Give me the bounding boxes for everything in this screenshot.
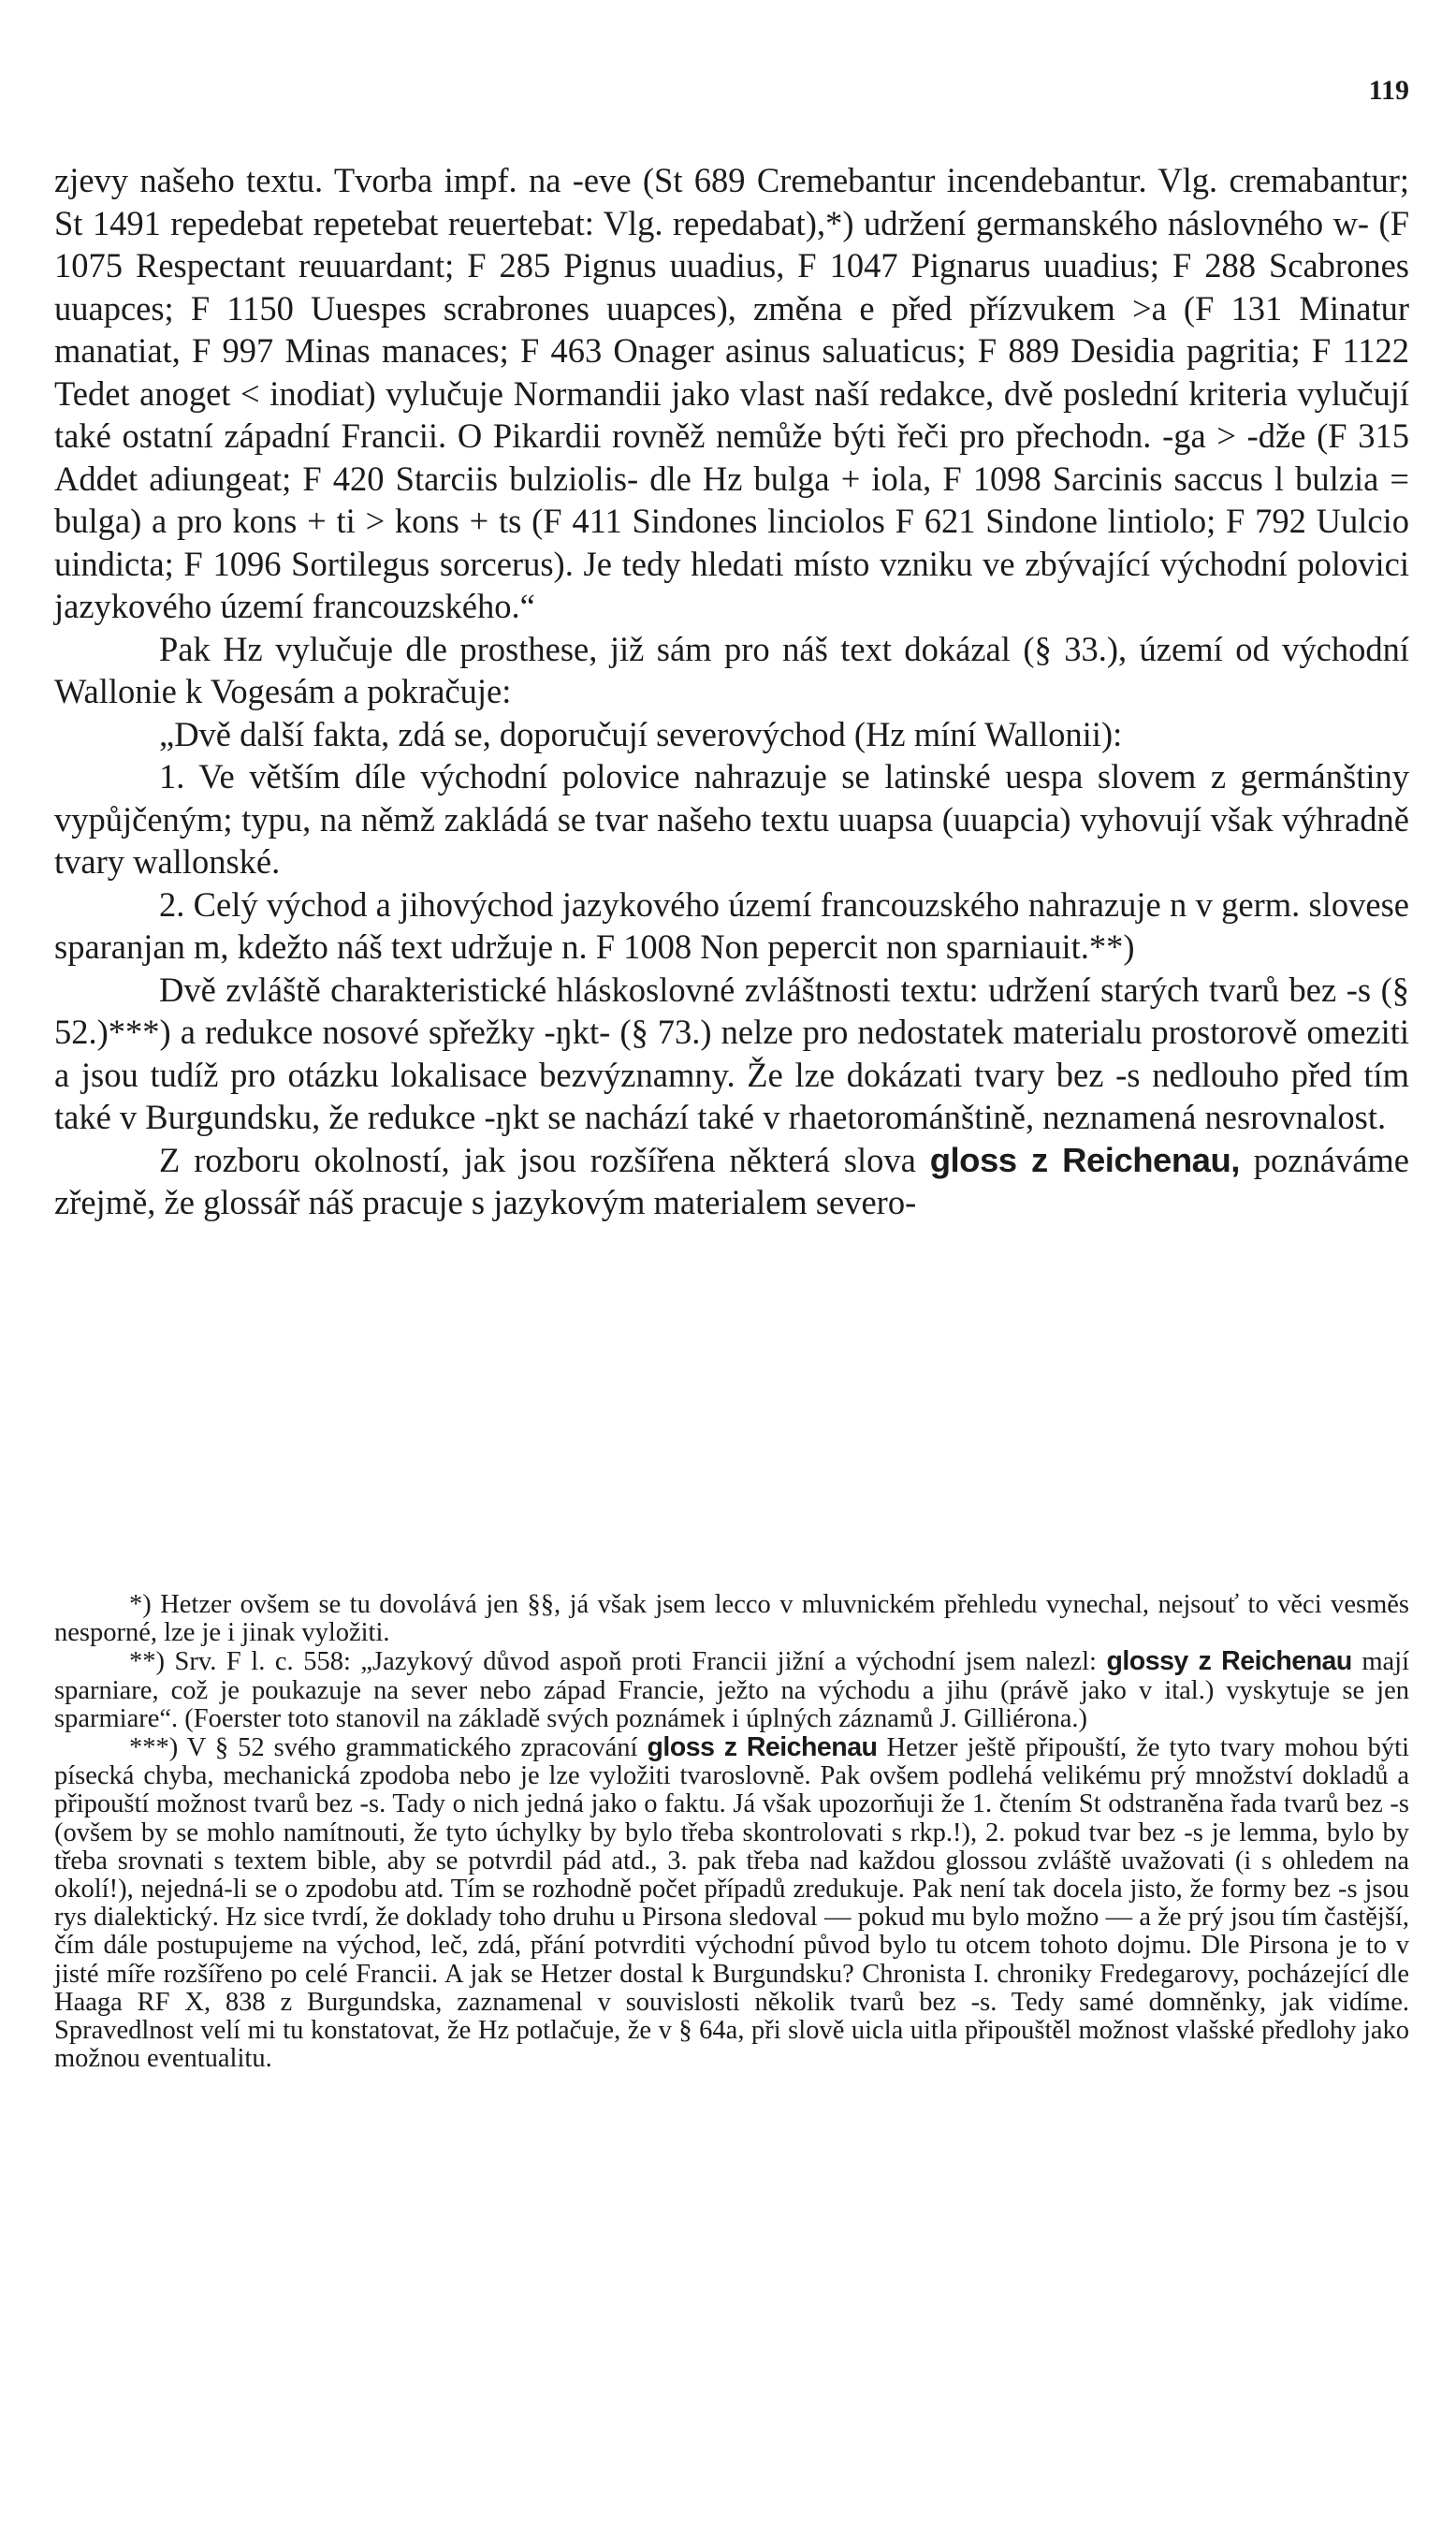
text-run: Hetzer ještě připouští, že tyto tvary mohou býti písecká chyba, mechanická zpodoba nebo je lze vyložiti tvaroslovně. Pak ovšem podlehá velikému prý množství dokladů a připouští možnost tvarů bez -s. Tady o nich jedná jako o faktu. Já však upozorňuji že 1. čtením St odstraněna řada tvarů bez -s (ovšem by se mohlo namítnouti, že tyto úchylky by bylo třeba skontrolovati s rkp.!), 2. pokud tvar bez -s je lemma, bylo by třeba srovnati s textem bible, aby se potvrdil pád atd., 3. pak třeba nad každou glossou zvláště uvažovati (i s ohledem na okolí!), nejedná-li se o zpodobu atd. Tím se rozhodně počet případů zredukuje. Pak není tak docela jisto, že formy bez -s jsou rys dialektický. Hz sice tvrdí, že doklady toho druhu u Pirsona sledoval — pokud mu bylo možno — a že prý jsou tím častější, čím dále postupujeme na východ, leč, zdá, přání potvrditi východní původ bylo tu otcem tohoto dojmu. Dle Pirsona je to v jisté míře rozšířeno po celé Francii. A jak se Hetzer dostal k Burgundsku? Chronista I. chroniky Fredegarovy, pocházející dle Haaga RF X, 838 z Burgundska, zaznamenal v souvislosti několik tvarů bez -s. Tedy samé domněnky, jak vidíme. Spravedlnost velí mi tu konstatovat, že Hz potlačuje, že v § 64a, při slově uicla uitla připouštěl možnost vlašské předlohy jako možnou eventualitu. [54, 1733, 1410, 2074]
text-run: mají sparniare, což je poukazuje na sever nebo západ Francie, ježto na východu a jihu (právě jako v ital.) vyskytuje se jen sparmiare“. (Foerster toto stanovil na základě svých poznámek i úplných záznamů J. Gilliérona.) [54, 1647, 1410, 1733]
footnote-3 [54, 1733, 1409, 2073]
text-run: poznáváme zřejmě, že glossář náš pracuje s jazykovým materialem severo- [54, 1140, 1409, 1221]
list-item: 2. Celý východ a jihovýchod jazykového území francouzského nahrazuje n v germ. slovese sparanjan m, kdežto náš text udržuje n. F 1008 Non pepercit non sparniauit.**) [54, 884, 1409, 966]
paragraph [54, 1139, 1409, 1224]
footnote-1: *) Hetzer ovšem se tu dovolává jen §§, já však jsem lecco v mluvnickém přehledu vynechal, nejsouť to věci vesměs nesporné, lze je i jinak vyložiti. [54, 1590, 1409, 1648]
emphasis-gloss: gloss z Reichenau, [929, 1140, 1240, 1179]
quote-paragraph: „Dvě další fakta, zdá se, doporučují severovýchod (Hz míní Wallonii): [159, 714, 1123, 753]
paragraph: Pak Hz vylučuje dle prosthese, již sám pro náš text dokázal (§ 33.), území od východní Wallonie k Vogesám a pokračuje: [54, 629, 1409, 710]
emphasis-gloss: glossy z Reichenau [1106, 1646, 1352, 1677]
paragraph: zjevy našeho textu. Tvorba impf. na -eve (St 689 Cremebantur incendebantur. Vlg. cremabantur; St 1491 repedebat repetebat reuertebat: Vlg. repedabat),*) udržení germanského náslovného w- (F 1075 Respectant reuuardant; F 285 Pignus uuadius, F 1047 Pignarus uuadius; F 288 Scabrones uuapces; F 1150 Uuespes scrabrones uuapces), změna e před přízvukem >a (F 131 Minatur manatiat, F 997 Minas manaces; F 463 Onager asinus saluaticus; F 889 Desidia pagritia; F 1122 Tedet anoget < inodiat) vylučuje Normandii jako vlast naší redakce, dvě poslední kriteria vylučují také ostatní západní Francii. O Pikardii rovněž nemůže býti řeči pro přechodn. -ga > -dže (F 315 Addet adiungeat; F 420 Starciis bulziolis- dle Hz bulga + iola, F 1098 Sarcinis saccus l bulzia = bulga) a pro kons + ti > kons + ts (F 411 Sindones linciolos F 621 Sindone lintiolo; F 792 Uulcio uindicta; F 1096 Sortilegus sorcerus). Je tedy hledati místo vzniku ve zbývající východní polovici jazykového území francouzského.“ [54, 161, 1409, 625]
page-number: 119 [1368, 75, 1409, 106]
text-run: ***) V § 52 svého grammatického zpracování [129, 1733, 648, 1763]
text-run: Z rozboru okolností, jak jsou rozšířena některá slova [159, 1140, 930, 1179]
paragraph: Dvě zvláště charakteristické hláskoslovné zvláštnosti textu: udržení starých tvarů bez -s (§ 52.)***) a redukce nosové spřežky -ŋkt- (§ 73.) nelze pro nedostatek materialu prostorově omeziti a jsou tudíž pro otázku lokalisace bezvýznamny. Že lze dokázati tvary bez -s nedlouho před tím také v Burgundsku, že redukce -ŋkt se nachází také v rhaetorománštině, neznamená nesrovnalost. [54, 970, 1409, 1136]
list-item: 1. Ve větším díle východní polovice nahrazuje se latinské uespa slovem z germánštiny vypůjčeným; typu, na němž zakládá se tvar našeho textu uuapsa (uuapcia) vyhovují však výhradně tvary wallonské. [54, 757, 1409, 881]
footnote-2 [54, 1647, 1409, 1733]
footnotes [54, 1591, 1409, 2073]
text-run: **) Srv. F l. c. 558: „Jazykový důvod aspoň proti Francii jižní a východní jsem nalezl: [129, 1647, 1107, 1677]
emphasis-gloss: gloss z Reichenau [647, 1732, 878, 1763]
main-text [54, 159, 1409, 1224]
